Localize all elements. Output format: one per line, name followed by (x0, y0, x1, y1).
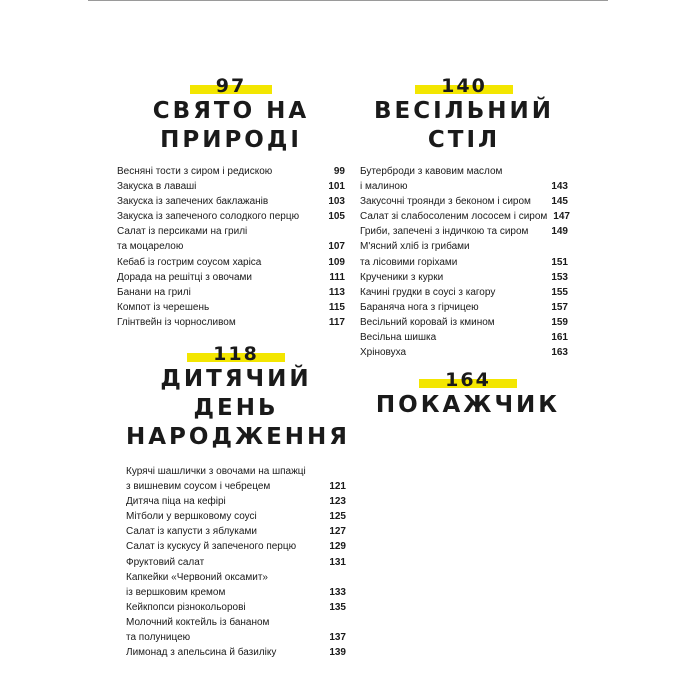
recipe-entry (360, 239, 568, 254)
recipe-page-number: 143 (551, 181, 568, 193)
recipe-title: Гриби, запечені з індичкою та сиром (360, 226, 529, 238)
recipe-entry (360, 209, 568, 224)
recipe-page-number: 115 (328, 301, 345, 313)
recipe-page-number: 153 (551, 271, 568, 283)
recipe-title: Курячі шашлички з овочами на шпажці (126, 466, 306, 477)
recipe-entry (126, 524, 346, 539)
recipe-page-number: 127 (329, 526, 346, 538)
recipe-page-number: 149 (551, 226, 568, 238)
section-page-number: 97 (215, 75, 247, 97)
recipe-entry (126, 479, 346, 494)
recipe-title: Закуска із запеченого солодкого перцю (117, 211, 300, 223)
recipe-entry (126, 539, 346, 554)
recipe-entry (117, 270, 345, 285)
recipe-page-number: 133 (329, 586, 346, 598)
recipe-page-number: 137 (329, 632, 346, 644)
recipe-entry (360, 224, 568, 239)
recipe-entry (126, 494, 346, 509)
recipe-title: Салат зі слабосоленим лососем і сиром (360, 211, 548, 223)
recipe-title: Дитяча піца на кефірі (126, 496, 226, 508)
recipe-entry (126, 464, 346, 479)
recipe-title: Дорада на решітці з овочами (117, 271, 252, 283)
recipe-entry (360, 179, 568, 194)
section-title-line: НАРОДЖЕННЯ (126, 424, 351, 450)
recipe-entry (126, 585, 346, 600)
recipe-page-number: 117 (328, 316, 345, 328)
section-page-number: 164 (445, 369, 491, 391)
recipe-page-number: 121 (329, 481, 346, 493)
section-heading (117, 76, 345, 155)
recipe-title: Закуска в лаваші (117, 181, 197, 193)
section-title-line: СВЯТО НА (152, 98, 310, 124)
recipe-title: з вишневим соусом і чебрецем (126, 481, 271, 493)
recipe-list (126, 464, 346, 660)
recipe-title: Качині грудки в соусі з кагору (360, 286, 496, 298)
recipe-entry (360, 194, 568, 209)
recipe-page-number: 105 (328, 211, 345, 223)
recipe-page-number: 147 (553, 211, 570, 223)
section-title-line: ДИТЯЧИЙ ДЕНЬ (160, 366, 312, 421)
section-svyato-na-pryrodi (117, 76, 345, 330)
section-title-line: ПОКАЖЧИК (375, 392, 561, 418)
recipe-title: Баранячa нога з гірчицею (360, 301, 479, 313)
recipe-title: Лимонад з апельсина й базиліку (126, 647, 277, 659)
recipe-page-number: 135 (329, 601, 346, 613)
top-rule (88, 0, 608, 1)
recipe-title: Кебаб із гострим соусом харіса (117, 256, 262, 268)
recipe-title: Молочний коктейль із бананом (126, 616, 270, 628)
recipe-entry (126, 630, 346, 645)
recipe-entry (117, 194, 345, 209)
recipe-title: і малиною (360, 181, 408, 193)
recipe-page-number: 161 (551, 332, 568, 344)
recipe-page-number: 103 (328, 196, 345, 208)
recipe-entry (360, 330, 568, 345)
page-number-badge (216, 76, 246, 96)
recipe-entry (360, 315, 568, 330)
recipe-entry (117, 285, 345, 300)
section-title-line: СТІЛ (427, 127, 501, 153)
section-page-number: 140 (441, 75, 487, 97)
recipe-page-number: 111 (329, 271, 345, 283)
section-page-number: 118 (213, 343, 259, 365)
recipe-page-number: 129 (329, 541, 346, 553)
page-number-badge (441, 76, 487, 96)
recipe-title: Компот із черешень (117, 301, 210, 313)
recipe-title: Салат із капусти з яблуками (126, 526, 257, 538)
recipe-entry (360, 285, 568, 300)
recipe-entry (117, 179, 345, 194)
recipe-title: Бутерброди з кавовим маслом (360, 166, 503, 177)
recipe-entry (126, 615, 346, 630)
recipe-title: та лісовими горіхами (360, 256, 458, 268)
recipe-list (117, 164, 345, 330)
recipe-page-number: 151 (551, 256, 568, 268)
recipe-entry (117, 239, 345, 254)
recipe-title: Глінтвейн із чорносливом (117, 316, 236, 328)
recipe-entry (360, 345, 568, 360)
recipe-page-number: 145 (551, 196, 568, 208)
recipe-entry (360, 300, 568, 315)
recipe-page-number: 99 (333, 166, 345, 177)
recipe-list (360, 164, 568, 360)
recipe-entry (360, 270, 568, 285)
recipe-entry (117, 300, 345, 315)
recipe-title: М'ясний хліб із грибами (360, 241, 470, 253)
recipe-title: Капкейки «Червоний оксамит» (126, 571, 268, 583)
section-pokazhchyk (368, 370, 568, 420)
recipe-title: Крученики з курки (360, 271, 444, 283)
recipe-page-number: 163 (551, 347, 568, 359)
recipe-title: та моцарелою (117, 241, 184, 253)
page-number-badge (445, 370, 491, 390)
recipe-title: Хріновуха (360, 347, 407, 359)
recipe-entry (117, 224, 345, 239)
recipe-page-number: 155 (551, 286, 568, 298)
section-vesilnyi-stil (360, 76, 568, 360)
recipe-entry (126, 555, 346, 570)
recipe-entry (360, 255, 568, 270)
recipe-page-number: 101 (328, 181, 345, 193)
recipe-page-number: 125 (329, 511, 346, 523)
recipe-title: Закусочні троянди з беконом і сиром (360, 196, 531, 208)
recipe-title: та полуницею (126, 632, 191, 644)
page-number-badge (213, 344, 259, 364)
recipe-title: Салат із кускусу й запеченого перцю (126, 541, 297, 553)
recipe-entry (117, 315, 345, 330)
recipe-entry (126, 570, 346, 585)
recipe-entry (117, 209, 345, 224)
section-heading (360, 76, 568, 155)
recipe-title: Фруктовий салат (126, 556, 205, 568)
recipe-page-number: 157 (551, 301, 568, 313)
recipe-title: Салат із персиками на грилі (117, 226, 248, 238)
recipe-title: Банани на грилі (117, 286, 191, 298)
recipe-title: із вершковим кремом (126, 586, 226, 598)
section-dytiachyi-den-narodzhennia (126, 343, 351, 660)
recipe-title: Мітболи у вершковому соусі (126, 511, 257, 523)
recipe-entry (360, 164, 568, 179)
recipe-page-number: 139 (329, 647, 346, 659)
section-title-line: ПРИРОДІ (160, 127, 302, 153)
section-title-line: ВЕСІЛЬНИЙ (373, 98, 555, 124)
recipe-title: Кейкпопси різнокольорові (126, 601, 246, 613)
recipe-entry (126, 509, 346, 524)
recipe-entry (126, 645, 346, 660)
recipe-page-number: 123 (329, 496, 346, 508)
recipe-title: Весняні тости з сиром і редискою (117, 166, 273, 177)
recipe-entry (117, 164, 345, 179)
recipe-entry (126, 600, 346, 615)
recipe-page-number: 159 (551, 316, 568, 328)
recipe-title: Весільна шишка (360, 332, 437, 344)
recipe-page-number: 131 (329, 556, 346, 568)
recipe-page-number: 107 (328, 241, 345, 253)
recipe-page-number: 109 (328, 256, 345, 268)
recipe-title: Весільний коровай із кмином (360, 316, 495, 328)
recipe-title: Закуска із запечених баклажанів (117, 196, 269, 208)
recipe-entry (117, 255, 345, 270)
section-heading (126, 343, 351, 452)
recipe-page-number: 113 (328, 286, 345, 298)
section-heading (368, 370, 568, 420)
